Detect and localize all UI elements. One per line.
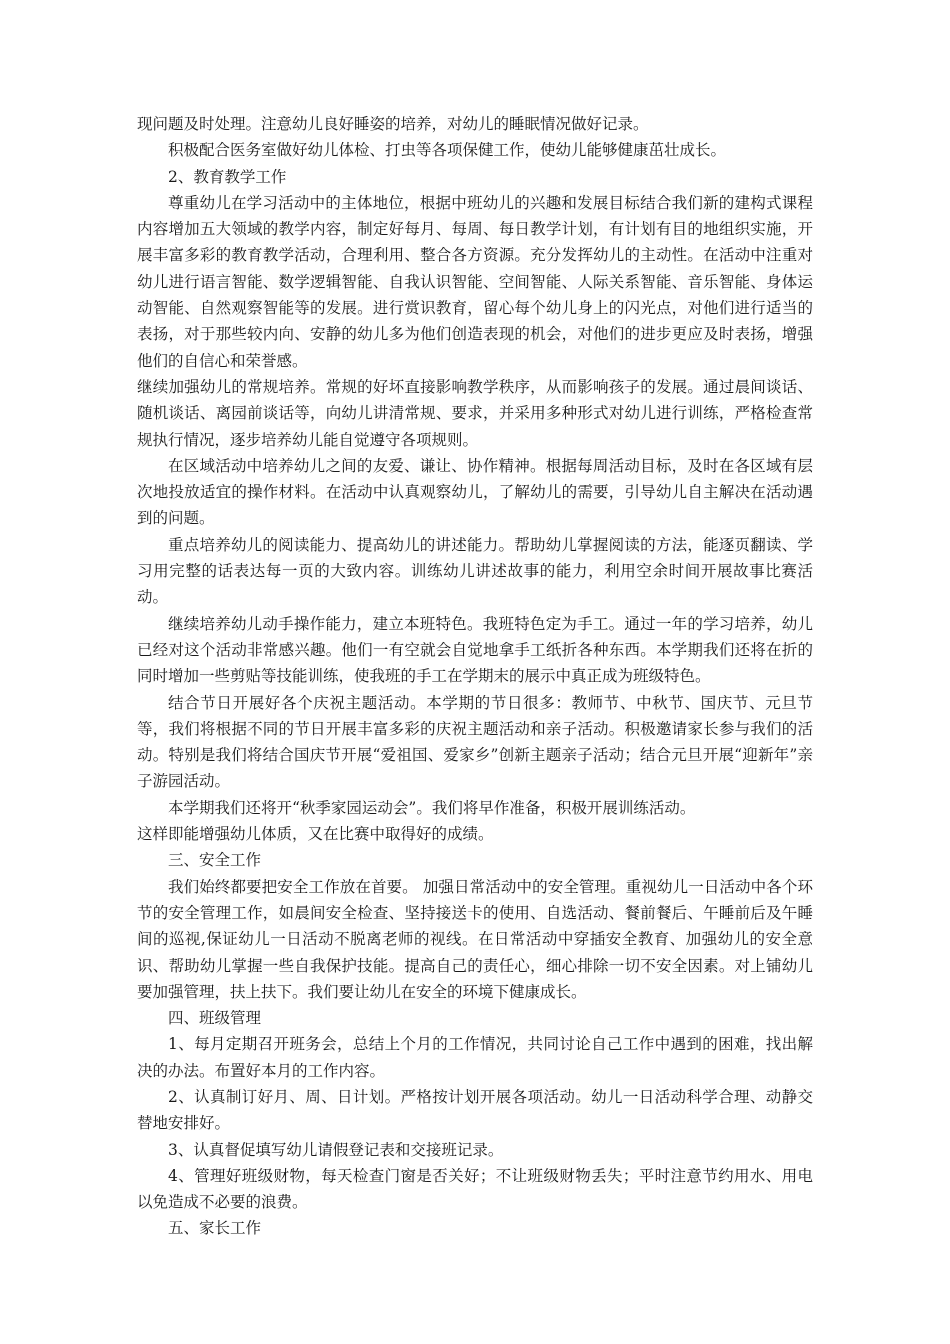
paragraph: 现问题及时处理。注意幼儿良好睡姿的培养，对幼儿的睡眠情况做好记录。 [137,115,649,133]
paragraph: 重点培养幼儿的阅读能力、提高幼儿的讲述能力。帮助幼儿掌握阅读的方法，能逐页翻读、学习用完整的话表达每一页的大致内容。训练幼儿讲述故事的能力，利用空余时间开展故事比赛活动。 [137,535,813,607]
paragraph: 积极配合医务室做好幼儿体检、打虫等各项保健工作，使幼儿能够健康茁壮成长。 [168,141,727,160]
paragraph: 继续培养幼儿动手操作能力，建立本班特色。我班特色定为手工。通过一年的学习培养，幼儿已经对这个活动非常感兴趣。他们一有空就会自觉地拿手工纸折各种东西。本学期我们还将在折的同时增加一些剪贴等技能训练，使我班的手工在学期末的展示中真正成为班级特色。 [137,614,813,686]
paragraph: 我们始终都要把安全工作放在首要。 加强日常活动中的安全管理。重视幼儿一日活动中各个环节的安全管理工作，如晨间安全检查、坚持接送卡的使用、自选活动、餐前餐后、午睡前后及午睡间的巡视,保证幼儿一日活动不脱离老师的视线。在日常活动中穿插安全教育、加强幼儿的安全意识、帮助幼儿掌握一些自我保护技能。提高自己的责任心，细心排除一切不安全因素。对上铺幼儿要加强管理，扶上扶下。我们要让幼儿在安全的环境下健康成长。 [137,877,813,1001]
list-item: 1、每月定期召开班务会，总结上个月的工作情况，共同讨论自己工作中遇到的困难，找出解决的办法。布置好本月的工作内容。 [137,1035,813,1080]
paragraph: 继续加强幼儿的常规培养。常规的好坏直接影响教学秩序，从而影响孩子的发展。通过晨间谈话、随机谈话、离园前谈话等，向幼儿讲清常规、要求，并采用多种形式对幼儿进行训练，严格检查常规执行情况，逐步培养幼儿能自觉遵守各项规则。 [137,377,813,449]
section-heading: 五、家长工作 [168,1219,262,1238]
section-heading: 四、班级管理 [168,1009,262,1028]
paragraph: 这样即能增强幼儿体质，又在比赛中取得好的成绩。 [137,825,494,844]
paragraph: 本学期我们还将开“秋季家园运动会”。我们将早作准备，积极开展训练活动。 [168,798,696,817]
list-item: 2、认真制订好月、周、日计划。严格按计划开展各项活动。幼儿一日活动科学合理、动静交替地安排好。 [137,1087,813,1133]
document-page [137,111,813,1242]
section-heading: 2、教育教学工作 [168,167,287,186]
paragraph: 在区域活动中培养幼儿之间的友爱、谦让、协作精神。根据每周活动目标，及时在各区域有层次地投放适宜的操作材料。在活动中认真观察幼儿，了解幼儿的需要，引导幼儿自主解决在活动遇到的问题。 [137,456,813,528]
paragraph: 结合节日开展好各个庆祝主题活动。本学期的节日很多：教师节、中秋节、国庆节、元旦节等，我们将根据不同的节日开展丰富多彩的庆祝主题活动和亲子活动。积极邀请家长参与我们的活动。特别是我们将结合国庆节开展“爱祖国、爱家乡”创新主题亲子活动；结合元旦开展“迎新年”亲子游园活动。 [137,693,813,791]
list-item: 3、认真督促填写幼儿请假登记表和交接班记录。 [168,1140,504,1159]
paragraph: 尊重幼儿在学习活动中的主体地位，根据中班幼儿的兴趣和发展目标结合我们新的建构式课程内容增加五大领域的教学内容，制定好每月、每周、每日教学计划，有计划有目的地组织实施，开展丰富多彩的教育教学活动，合理利用、整合各方资源。充分发挥幼儿的主动性。在活动中注重对幼儿进行语言智能、数学逻辑智能、自我认识智能、空间智能、人际关系智能、音乐智能、身体运动智能、自然观察智能等的发展。进行赏识教育，留心每个幼儿身上的闪光点，对他们进行适当的表扬，对于那些较内向、安静的幼儿多为他们创造表现的机会，对他们的进步更应及时表扬，增强他们的自信心和荣誉感。 [137,193,813,370]
section-heading: 三、安全工作 [168,851,262,870]
list-item: 4、管理好班级财物，每天检查门窗是否关好；不让班级财物丢失；平时注意节约用水、用电以免造成不必要的浪费。 [137,1166,813,1212]
